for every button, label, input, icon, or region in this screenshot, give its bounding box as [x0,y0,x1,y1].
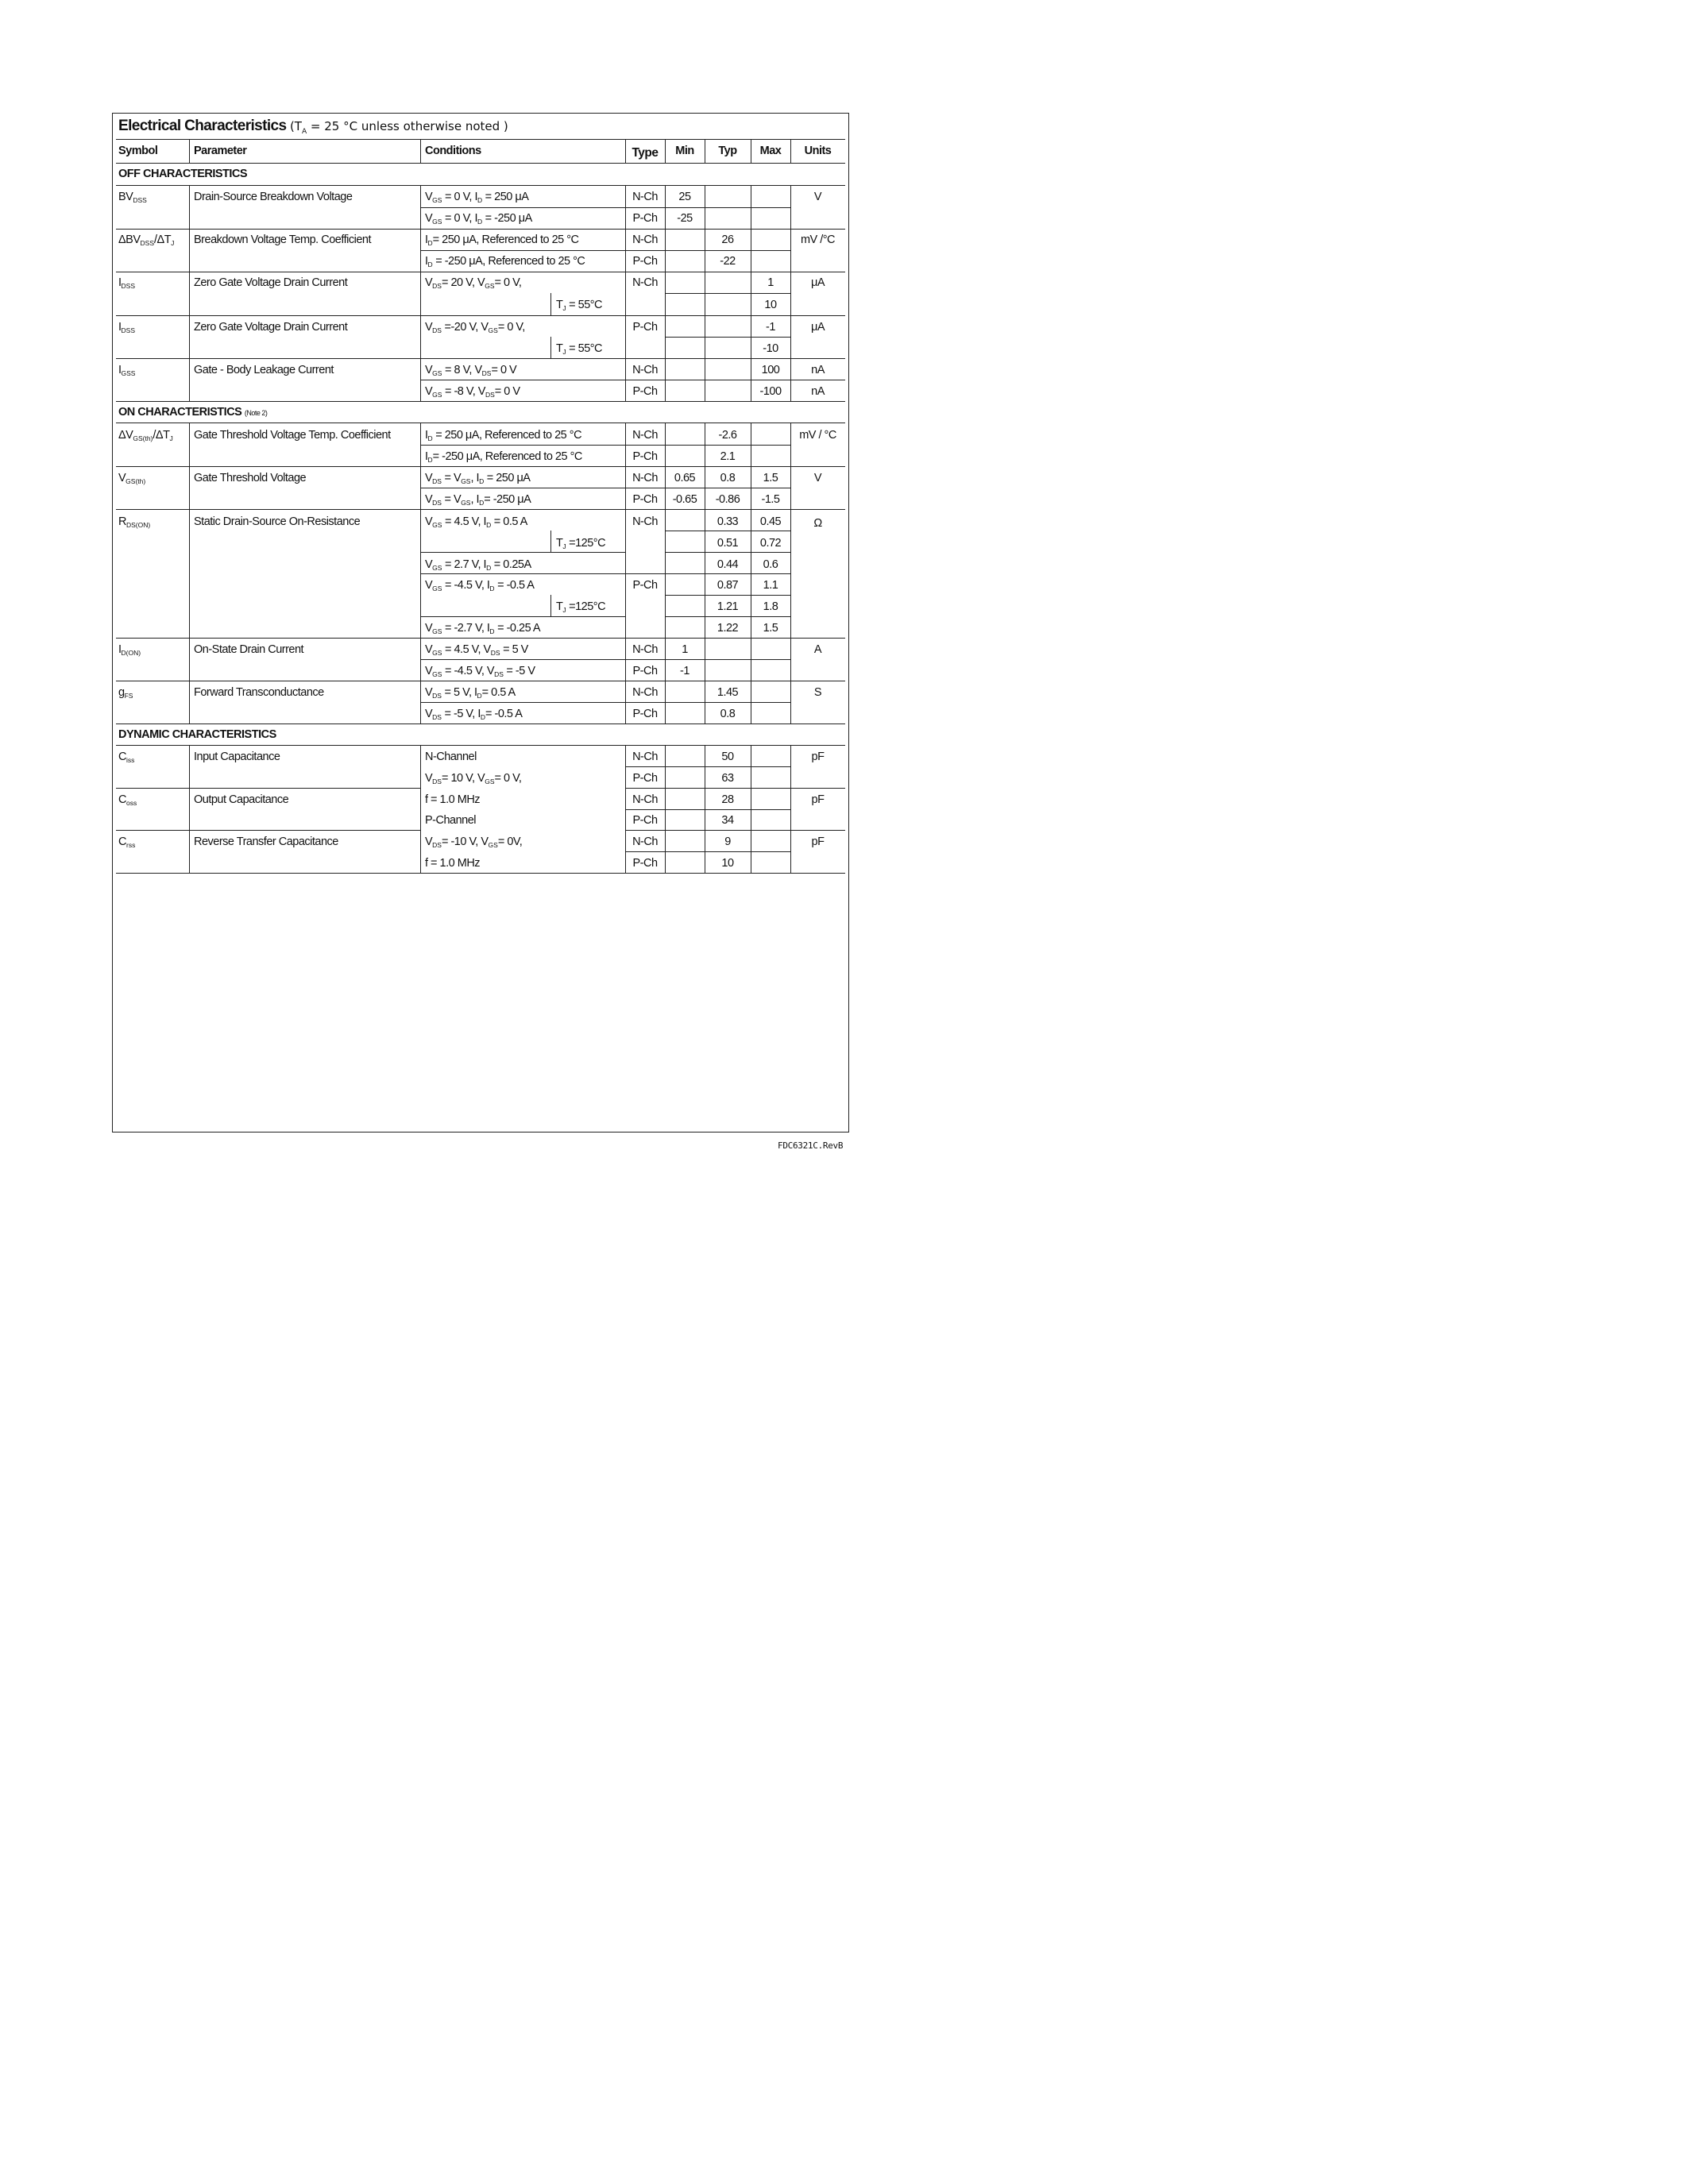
symbol-ciss: $C_{iss}$ [118,751,135,764]
value-max: 10 [764,299,777,311]
value-max: 1.5 [763,622,778,635]
value-typ: 0.44 [717,558,739,571]
rule [665,552,791,553]
value-min: 25 [678,191,691,203]
symbol-idss: $I_{DSS}$ [118,321,136,334]
rule [550,337,551,359]
rule [665,616,791,617]
section-on: ON CHARACTERISTICS (Note 2) [118,406,268,419]
rule [665,423,666,724]
rule [116,229,845,230]
rule [420,659,791,660]
param-dbvdss: Breakdown Voltage Temp. Coefficient [194,233,371,246]
rule [116,745,845,746]
symbol-igss: $I_{GSS}$ [118,364,136,377]
header-parameter: Parameter [194,145,247,157]
unit: A [813,643,822,656]
param-idss: Zero Gate Voltage Drain Current [194,276,348,289]
rule [189,185,190,402]
value-max: 100 [761,364,780,376]
rule [625,851,791,852]
param-bvdss: Drain-Source Breakdown Voltage [194,191,353,203]
value-max: 0.72 [759,537,782,550]
value-typ: 1.22 [717,622,739,635]
param-gfs: Forward Transconductance [194,686,324,699]
symbol-crss: $C_{rss}$ [118,835,136,849]
rule [550,293,551,315]
rule [189,423,190,724]
type: N-Ch [632,793,658,806]
param-igss: Gate - Body Leakage Current [194,364,334,376]
section-dynamic: DYNAMIC CHARACTERISTICS [118,728,276,741]
type: N-Ch [632,364,658,376]
unit: nA [811,385,825,398]
cond: N-Channel [425,751,477,763]
rule [625,809,791,810]
unit: pF [811,751,825,763]
cond: $V_{GS} = 8$ V, $V_{DS}= 0$ V [425,364,517,377]
rule [625,766,791,767]
type: P-Ch [632,665,658,677]
unit: pF [811,835,825,848]
unit: mV /°C [800,233,836,246]
rule [116,638,845,639]
cond: $V_{GS} = -4.5$ V, $V_{DS} = -5$ V [425,665,535,678]
cond: $V_{DS}= 10$ V, $V_{GS}= 0$ V, [425,772,522,785]
value-max: 1 [767,276,774,289]
symbol-coss: $C_{oss}$ [118,793,137,807]
value-typ: 1.21 [717,600,739,613]
type: N-Ch [632,233,658,246]
symbol-bvdss: $BV_{DSS}$ [118,191,147,204]
value-typ: -0.86 [715,493,740,506]
rule [625,788,845,789]
type: P-Ch [632,579,658,592]
rule [665,293,791,294]
cond: $V_{GS} = -8$ V, $V_{DS}= 0$ V [425,385,520,399]
symbol-dvgsth: $\Delta V_{GS(th)}/\Delta T_J$ [118,429,173,442]
cond: $V_{GS} = 0$ V, $I_D = -250$ μA [425,212,532,226]
header-min: Min [675,145,694,157]
rule [550,595,551,617]
unit: S [813,686,822,699]
value-typ: 50 [721,751,734,763]
rule [420,207,791,208]
rule [116,163,845,164]
cond: $V_{GS} = 2.7$ V, $I_D = 0.25A$ [425,558,531,572]
type: N-Ch [632,643,658,656]
value-typ: 10 [721,857,734,870]
rule [420,552,626,553]
header-max: Max [759,145,782,157]
value-typ: 28 [721,793,734,806]
rule [189,139,190,164]
symbol-rdson: $R_{DS(ON)}$ [118,515,151,529]
type: P-Ch [632,814,658,827]
rule [420,139,421,164]
cond: $T_J =125^\circ C$ [556,600,606,614]
param-ciss: Input Capacitance [194,751,280,763]
value-min: -0.65 [672,493,697,506]
rule [665,595,791,596]
value-typ: 34 [721,814,734,827]
type: N-Ch [632,429,658,442]
cond: $V_{GS} = -4.5$ V, $I_D = -0.5$ A [425,579,535,592]
cond: $V_{DS}= 20$ V, $V_{GS}= 0$ V, [425,276,522,290]
type: P-Ch [632,255,658,268]
value-min: -25 [677,212,693,225]
cond: P-Channel [425,814,477,827]
rule [420,573,791,574]
cond: $I_D = 250$ μA, Referenced to 25 °C [425,429,582,442]
value-max: 1.5 [763,472,778,484]
cond: f = 1.0 MHz [425,857,481,870]
rule [116,873,845,874]
type: N-Ch [632,515,658,528]
type: P-Ch [632,493,658,506]
rule [625,830,845,831]
value-typ: -22 [720,255,736,268]
symbol-dbvdss: $\Delta BV_{DSS}/\Delta T_J$ [118,233,175,247]
value-max: -100 [759,385,782,398]
symbol-gfs: $g_{FS}$ [118,686,133,700]
unit: Ω [813,517,822,530]
value-max: -1 [766,321,775,334]
cond: $T_J =125^\circ C$ [556,537,606,550]
value-typ: 0.87 [717,579,739,592]
value-min: 1 [682,643,688,656]
type: N-Ch [632,751,658,763]
rule [116,509,845,510]
cond: $V_{DS}= -10$ V, $V_{GS}= 0V$, [425,835,523,849]
rule [420,616,626,617]
cond: $I_D = -250$ μA, Referenced to 25 °C [425,255,585,268]
header-symbol: Symbol [118,145,158,157]
rule [420,185,421,402]
value-typ: 0.51 [717,537,739,550]
unit: V [813,191,822,203]
cond: f = 1.0 MHz [425,793,481,806]
value-max: -1.5 [761,493,780,506]
cond: $V_{GS} = 4.5$ V, $V_{DS} = 5$ V [425,643,528,657]
value-max: 0.6 [763,558,778,571]
param-rdson: Static Drain-Source On-Resistance [194,515,361,528]
unit: μA [810,276,825,289]
cond: $V_{DS} = 5$ V, $I_D= 0.5$ A [425,686,516,700]
value-max: 0.45 [759,515,782,528]
rule [420,702,791,703]
type: P-Ch [632,708,658,720]
param-idon: On-State Drain Current [194,643,304,656]
unit: nA [811,364,825,376]
rule [116,139,845,140]
rule [665,745,666,874]
type: P-Ch [632,212,658,225]
rule [790,423,791,724]
param-dvgsth: Gate Threshold Voltage Temp. Coefficient [194,429,391,442]
value-typ: 9 [724,835,731,848]
value-typ: 2.1 [720,450,736,463]
rule [116,358,845,359]
header-conditions: Conditions [425,145,481,157]
rule [790,745,791,874]
value-min: 0.65 [674,472,696,484]
type: P-Ch [632,450,658,463]
header-type: Type [632,146,659,160]
type: P-Ch [632,772,658,785]
value-typ: 0.8 [720,708,736,720]
revision-label: FDC6321C.RevB [778,1140,844,1151]
value-typ: -2.6 [718,429,737,442]
unit: pF [811,793,825,806]
value-typ: 0.33 [717,515,739,528]
value-typ: 26 [721,233,734,246]
rule [189,745,190,874]
type: N-Ch [632,276,658,289]
cond: $V_{GS} = 4.5$ V, $I_D = 0.5$ A [425,515,527,529]
value-min: -1 [680,665,689,677]
header-typ: Typ [718,145,737,157]
cond: $V_{GS} = 0$ V, $I_D = 250$ μA [425,191,529,204]
cond: $T_J = 55^\circ C$ [556,342,603,356]
rule [420,250,791,251]
symbol-idon: $I_{D(ON)}$ [118,643,141,657]
param-idss: Zero Gate Voltage Drain Current [194,321,348,334]
cond: $T_J = 55^\circ C$ [556,299,603,312]
rule [665,337,791,338]
rule [550,531,551,553]
rule [116,401,845,402]
rule [116,830,421,831]
type: P-Ch [632,857,658,870]
rule [420,745,421,874]
cond: $V_{DS} = -5$ V, $I_D= -0.5$ A [425,708,523,721]
unit: μA [810,321,825,334]
rule [116,185,845,186]
section-off: OFF CHARACTERISTICS [118,168,248,180]
value-max: 1.8 [763,600,778,613]
type: P-Ch [632,321,658,334]
symbol-idss: $I_{DSS}$ [118,276,136,290]
cond: $V_{GS} = -2.7$ V, $I_D = -0.25$ A [425,622,541,635]
value-typ: 0.8 [720,472,736,484]
rule [420,423,421,724]
unit: mV / °C [799,429,836,442]
rule [116,788,421,789]
symbol-vgsth: $V_{GS(th)}$ [118,472,146,485]
header-units: Units [804,145,832,157]
value-max: 1.1 [763,579,778,592]
cond: $V_{DS} = V_{GS}$, $I_D = 250$ μA [425,472,531,485]
rule [116,723,845,724]
cond: $I_D= 250$ μA, Referenced to 25 °C [425,233,579,247]
value-typ: 1.45 [717,686,739,699]
rule [116,315,845,316]
type: N-Ch [632,472,658,484]
value-max: -10 [763,342,778,355]
type: P-Ch [632,385,658,398]
type: N-Ch [632,191,658,203]
param-coss: Output Capacitance [194,793,289,806]
value-typ: 63 [721,772,734,785]
cond: $I_D= -250$ μA, Referenced to 25 °C [425,450,582,464]
cond: $V_{DS} =-20$ V, $V_{GS}= 0$ V, [425,321,525,334]
type: N-Ch [632,686,658,699]
cond: $V_{DS} = V_{GS}$, $I_D= -250$ μA [425,493,531,507]
rule [625,423,626,724]
param-crss: Reverse Transfer Capacitance [194,835,338,848]
param-vgsth: Gate Threshold Voltage [194,472,307,484]
table-title: Electrical Characteristics ($T_A = 25$ °C unless otherwise noted ) [118,118,508,136]
unit: V [813,472,822,484]
rule [625,745,626,874]
type: N-Ch [632,835,658,848]
rule [116,466,845,467]
rule [420,445,791,446]
